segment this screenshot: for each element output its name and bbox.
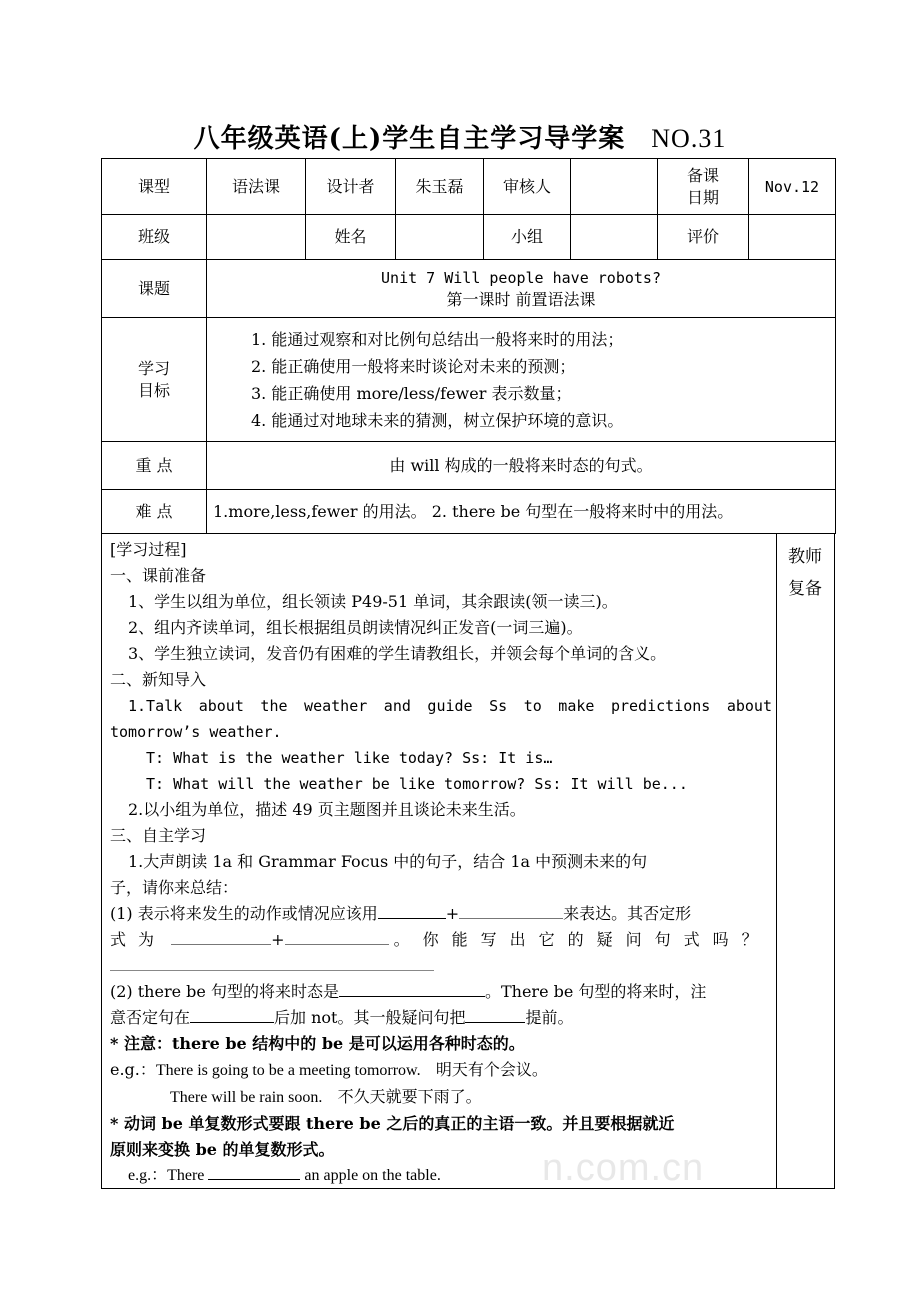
key-point-row	[102, 442, 836, 490]
fill-blank[interactable]	[459, 902, 563, 919]
dialog-line: T: What is the weather like today? Ss: It is…	[146, 749, 553, 767]
designer-value: 朱玉磊	[396, 159, 484, 215]
title-text: 八年级英语(上)学生自主学习导学案	[193, 124, 626, 154]
process-heading: [学习过程]	[110, 540, 187, 559]
answer-line	[110, 953, 772, 979]
prep-date-value: Nov.12	[749, 159, 836, 215]
learning-process-section	[101, 533, 835, 1189]
header-table	[101, 158, 836, 534]
reviewer-label: 审核人	[484, 159, 571, 215]
evaluation-value[interactable]	[749, 215, 836, 260]
question-1: (1) 表示将来发生的动作或情况应该用 + 来表达。其否定形	[110, 904, 692, 923]
fill-blank[interactable]	[465, 1006, 525, 1023]
fill-blank[interactable]	[171, 928, 271, 945]
section-3-title: 三、自主学习	[110, 826, 207, 845]
fill-blank[interactable]	[378, 902, 446, 919]
grammar-note-continued: 原则来变换 be 的单复数形式。	[110, 1140, 335, 1159]
header-row-2	[102, 215, 836, 260]
type-value: 语法课	[207, 159, 306, 215]
topic-label: 课题	[102, 260, 207, 318]
example-2: There will be rain soon. 不久天就要下雨了。	[170, 1087, 482, 1106]
reviewer-value[interactable]	[571, 159, 658, 215]
list-item: 1.大声朗读 1a 和 Grammar Focus 中的句子，结合 1a 中预测未来的句	[128, 852, 648, 871]
section-2-title: 二、新知导入	[110, 670, 207, 689]
fill-blank[interactable]	[190, 1006, 274, 1023]
question-1-continued: 式为 + 。你能写出它的疑问句式吗？	[110, 930, 771, 949]
topic-row	[102, 260, 836, 318]
topic-value	[207, 260, 836, 318]
watermark: n.com.cn	[542, 1147, 705, 1189]
prep-date-label: 备课 日期	[658, 159, 749, 215]
example-1: e.g.：There is going to be a meeting tomorrow. 明天有个会议。	[110, 1060, 548, 1079]
question-2: (2) there be 句型的将来时态是 。There be 句型的将来时，注	[110, 982, 707, 1001]
difficulty-row	[102, 490, 836, 534]
topic-lesson: 第一课时 前置语法课	[446, 289, 596, 309]
process-body	[110, 537, 772, 1189]
question-2-continued: 意否定句在 后加 not。其一般疑问句把 提前。	[110, 1008, 574, 1027]
group-value[interactable]	[571, 215, 658, 260]
list-item: 1、学生以组为单位，组长领读 P49-51 单词，其余跟读(领一读三)。	[128, 592, 618, 611]
grammar-note: * 动词 be 单复数形式要跟 there be 之后的真正的主语一致。并且要根据就近	[110, 1114, 675, 1133]
goal-item: 1. 能通过观察和对比例句总结出一般将来时的用法；	[251, 329, 624, 349]
difficulty-label: 难 点	[102, 490, 207, 534]
list-item: 3、学生独立读词，发音仍有困难的学生请教组长，并领会每个单词的含义。	[128, 644, 667, 663]
goals-row	[102, 318, 836, 442]
dialog-line: T: What will the weather be like tomorrow? Ss: It will be...	[146, 775, 688, 793]
goals-list	[207, 318, 836, 442]
evaluation-label: 评价	[658, 215, 749, 260]
goal-item: 3. 能正确使用 more/less/fewer 表示数量；	[251, 383, 572, 403]
fill-blank[interactable]	[110, 954, 434, 971]
list-item-continued: tomorrow’s weather.	[110, 723, 282, 741]
page-title	[0, 118, 920, 155]
class-value[interactable]	[207, 215, 306, 260]
grammar-note: * 注意：there be 结构中的 be 是可以运用各种时态的。	[110, 1034, 525, 1053]
goals-label: 学习 目标	[102, 318, 207, 442]
class-label: 班级	[102, 215, 207, 260]
fill-blank[interactable]	[208, 1163, 300, 1180]
goal-item: 2. 能正确使用一般将来时谈论对未来的预测；	[251, 356, 576, 376]
group-label: 小组	[484, 215, 571, 260]
type-label: 课型	[102, 159, 207, 215]
header-row-1	[102, 159, 836, 215]
title-number: NO.31	[651, 124, 727, 153]
key-point-text: 由 will 构成的一般将来时态的句式。	[207, 442, 836, 490]
teacher-note-column: 教师 复备	[788, 547, 822, 599]
difficulty-text: 1.more,less,fewer 的用法。 2. there be 句型在一般将来时中的用法。	[207, 490, 836, 534]
name-value[interactable]	[396, 215, 484, 260]
example-3: e.g.：There an apple on the table.	[110, 1163, 772, 1189]
fill-blank[interactable]	[339, 980, 485, 997]
list-item: 2、组内齐读单词，组长根据组员朗读情况纠正发音(一词三遍)。	[128, 618, 583, 637]
list-item: 1.Talk about the weather and guide Ss to make predictions about	[128, 697, 772, 715]
topic-unit: Unit 7 Will people have robots?	[381, 268, 661, 287]
key-point-label: 重 点	[102, 442, 207, 490]
column-divider	[776, 533, 777, 1188]
section-1-title: 一、课前准备	[110, 566, 207, 585]
goal-item: 4. 能通过对地球未来的猜测，树立保护环境的意识。	[251, 410, 624, 430]
fill-blank[interactable]	[285, 928, 389, 945]
list-item-continued: 子，请你来总结：	[110, 878, 239, 897]
designer-label: 设计者	[306, 159, 396, 215]
name-label: 姓名	[306, 215, 396, 260]
list-item: 2.以小组为单位，描述 49 页主题图并且谈论未来生活。	[128, 800, 526, 819]
